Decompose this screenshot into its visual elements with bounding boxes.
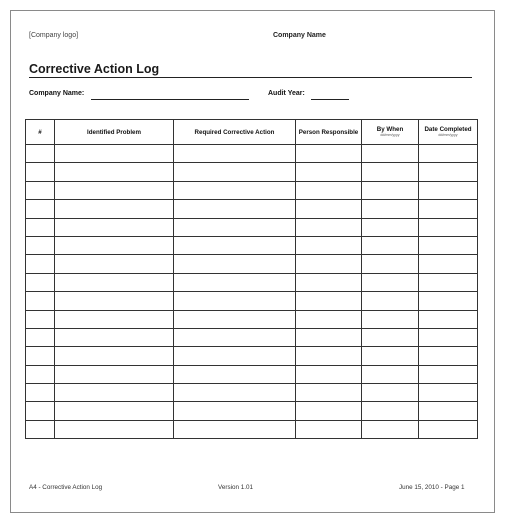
cell-corrective-action[interactable] bbox=[174, 181, 296, 199]
table-row bbox=[26, 273, 478, 291]
cell-corrective-action[interactable] bbox=[174, 236, 296, 254]
page-title: Corrective Action Log bbox=[29, 62, 472, 78]
company-name-header: Company Name bbox=[273, 32, 326, 39]
cell-person-responsible[interactable] bbox=[296, 236, 362, 254]
cell-identified-problem[interactable] bbox=[55, 163, 174, 181]
column-header-identified-problem: Identified Problem bbox=[55, 120, 174, 145]
audit-year-label: Audit Year: bbox=[268, 90, 305, 97]
cell-number[interactable] bbox=[26, 310, 55, 328]
cell-date-completed[interactable] bbox=[419, 384, 478, 402]
table-row bbox=[26, 328, 478, 346]
audit-year-field[interactable] bbox=[311, 99, 349, 100]
table-row bbox=[26, 365, 478, 383]
cell-number[interactable] bbox=[26, 181, 55, 199]
cell-person-responsible[interactable] bbox=[296, 292, 362, 310]
table-row bbox=[26, 255, 478, 273]
table-row bbox=[26, 310, 478, 328]
cell-identified-problem[interactable] bbox=[55, 255, 174, 273]
cell-person-responsible[interactable] bbox=[296, 365, 362, 383]
cell-person-responsible[interactable] bbox=[296, 163, 362, 181]
cell-person-responsible[interactable] bbox=[296, 200, 362, 218]
table-row bbox=[26, 200, 478, 218]
cell-corrective-action[interactable] bbox=[174, 145, 296, 163]
cell-number[interactable] bbox=[26, 402, 55, 420]
cell-date-completed[interactable] bbox=[419, 218, 478, 236]
cell-corrective-action[interactable] bbox=[174, 163, 296, 181]
column-header-date-completed: Date Completed dd/mm/yyyy bbox=[419, 120, 478, 145]
footer-version: Version 1.01 bbox=[218, 484, 254, 491]
table-row bbox=[26, 384, 478, 402]
cell-by-when[interactable] bbox=[362, 218, 419, 236]
cell-by-when[interactable] bbox=[362, 402, 419, 420]
cell-corrective-action[interactable] bbox=[174, 218, 296, 236]
cell-by-when[interactable] bbox=[362, 292, 419, 310]
cell-person-responsible[interactable] bbox=[296, 273, 362, 291]
cell-person-responsible[interactable] bbox=[296, 420, 362, 438]
cell-date-completed[interactable] bbox=[419, 365, 478, 383]
cell-corrective-action[interactable] bbox=[174, 200, 296, 218]
cell-number[interactable] bbox=[26, 273, 55, 291]
table-header-row bbox=[26, 120, 478, 145]
cell-corrective-action[interactable] bbox=[174, 255, 296, 273]
cell-date-completed[interactable] bbox=[419, 200, 478, 218]
column-header-person-responsible: Person Responsible bbox=[296, 120, 362, 145]
cell-corrective-action[interactable] bbox=[174, 328, 296, 346]
company-name-label: Company Name: bbox=[29, 90, 85, 97]
cell-date-completed[interactable] bbox=[419, 163, 478, 181]
cell-identified-problem[interactable] bbox=[55, 310, 174, 328]
cell-by-when[interactable] bbox=[362, 236, 419, 254]
cell-date-completed[interactable] bbox=[419, 236, 478, 254]
cell-by-when[interactable] bbox=[362, 163, 419, 181]
cell-number[interactable] bbox=[26, 200, 55, 218]
cell-person-responsible[interactable] bbox=[296, 145, 362, 163]
corrective-action-table bbox=[25, 119, 478, 439]
table-row bbox=[26, 347, 478, 365]
cell-date-completed[interactable] bbox=[419, 402, 478, 420]
cell-date-completed[interactable] bbox=[419, 347, 478, 365]
cell-number[interactable] bbox=[26, 218, 55, 236]
cell-identified-problem[interactable] bbox=[55, 236, 174, 254]
cell-date-completed[interactable] bbox=[419, 328, 478, 346]
cell-identified-problem[interactable] bbox=[55, 200, 174, 218]
cell-corrective-action[interactable] bbox=[174, 384, 296, 402]
cell-identified-problem[interactable] bbox=[55, 273, 174, 291]
cell-by-when[interactable] bbox=[362, 145, 419, 163]
cell-date-completed[interactable] bbox=[419, 255, 478, 273]
company-name-field[interactable] bbox=[91, 99, 249, 100]
cell-number[interactable] bbox=[26, 292, 55, 310]
cell-identified-problem[interactable] bbox=[55, 402, 174, 420]
by-when-format-hint: dd/mm/yyyy bbox=[380, 133, 400, 137]
table-row bbox=[26, 181, 478, 199]
cell-number[interactable] bbox=[26, 328, 55, 346]
cell-number[interactable] bbox=[26, 255, 55, 273]
cell-number[interactable] bbox=[26, 384, 55, 402]
cell-person-responsible[interactable] bbox=[296, 181, 362, 199]
table-row bbox=[26, 218, 478, 236]
table-row bbox=[26, 420, 478, 438]
footer-date-page: June 15, 2010 - Page 1 bbox=[399, 484, 465, 491]
cell-identified-problem[interactable] bbox=[55, 420, 174, 438]
cell-date-completed[interactable] bbox=[419, 310, 478, 328]
cell-identified-problem[interactable] bbox=[55, 218, 174, 236]
cell-corrective-action[interactable] bbox=[174, 273, 296, 291]
cell-number[interactable] bbox=[26, 145, 55, 163]
cell-person-responsible[interactable] bbox=[296, 310, 362, 328]
cell-date-completed[interactable] bbox=[419, 181, 478, 199]
cell-by-when[interactable] bbox=[362, 200, 419, 218]
cell-person-responsible[interactable] bbox=[296, 328, 362, 346]
cell-corrective-action[interactable] bbox=[174, 292, 296, 310]
cell-by-when[interactable] bbox=[362, 384, 419, 402]
cell-by-when[interactable] bbox=[362, 365, 419, 383]
cell-corrective-action[interactable] bbox=[174, 310, 296, 328]
cell-number[interactable] bbox=[26, 420, 55, 438]
cell-identified-problem[interactable] bbox=[55, 181, 174, 199]
column-header-corrective-action: Required Corrective Action bbox=[174, 120, 296, 145]
cell-by-when[interactable] bbox=[362, 347, 419, 365]
header-fields bbox=[29, 90, 489, 102]
cell-by-when[interactable] bbox=[362, 255, 419, 273]
table-body bbox=[26, 145, 478, 439]
table-row bbox=[26, 402, 478, 420]
cell-identified-problem[interactable] bbox=[55, 365, 174, 383]
cell-identified-problem[interactable] bbox=[55, 145, 174, 163]
cell-date-completed[interactable] bbox=[419, 145, 478, 163]
cell-person-responsible[interactable] bbox=[296, 402, 362, 420]
cell-number[interactable] bbox=[26, 347, 55, 365]
cell-corrective-action[interactable] bbox=[174, 347, 296, 365]
document-page bbox=[10, 10, 495, 513]
cell-identified-problem[interactable] bbox=[55, 292, 174, 310]
cell-by-when[interactable] bbox=[362, 181, 419, 199]
cell-date-completed[interactable] bbox=[419, 420, 478, 438]
footer-document-name: A4 - Corrective Action Log bbox=[29, 484, 103, 491]
cell-identified-problem[interactable] bbox=[55, 384, 174, 402]
table-row bbox=[26, 236, 478, 254]
cell-by-when[interactable] bbox=[362, 310, 419, 328]
cell-person-responsible[interactable] bbox=[296, 347, 362, 365]
cell-person-responsible[interactable] bbox=[296, 255, 362, 273]
cell-corrective-action[interactable] bbox=[174, 365, 296, 383]
table-row bbox=[26, 292, 478, 310]
cell-number[interactable] bbox=[26, 365, 55, 383]
cell-identified-problem[interactable] bbox=[55, 328, 174, 346]
cell-person-responsible[interactable] bbox=[296, 384, 362, 402]
column-header-number: # bbox=[26, 120, 55, 145]
cell-number[interactable] bbox=[26, 236, 55, 254]
cell-number[interactable] bbox=[26, 163, 55, 181]
table-row bbox=[26, 163, 478, 181]
cell-corrective-action[interactable] bbox=[174, 420, 296, 438]
cell-by-when[interactable] bbox=[362, 328, 419, 346]
cell-person-responsible[interactable] bbox=[296, 218, 362, 236]
cell-corrective-action[interactable] bbox=[174, 402, 296, 420]
column-header-by-when: By When dd/mm/yyyy bbox=[362, 120, 419, 145]
date-completed-format-hint: dd/mm/yyyy bbox=[438, 133, 458, 137]
company-logo-placeholder: [Company logo] bbox=[29, 32, 79, 39]
cell-date-completed[interactable] bbox=[419, 273, 478, 291]
cell-date-completed[interactable] bbox=[419, 292, 478, 310]
cell-by-when[interactable] bbox=[362, 273, 419, 291]
table-row bbox=[26, 145, 478, 163]
cell-by-when[interactable] bbox=[362, 420, 419, 438]
cell-identified-problem[interactable] bbox=[55, 347, 174, 365]
